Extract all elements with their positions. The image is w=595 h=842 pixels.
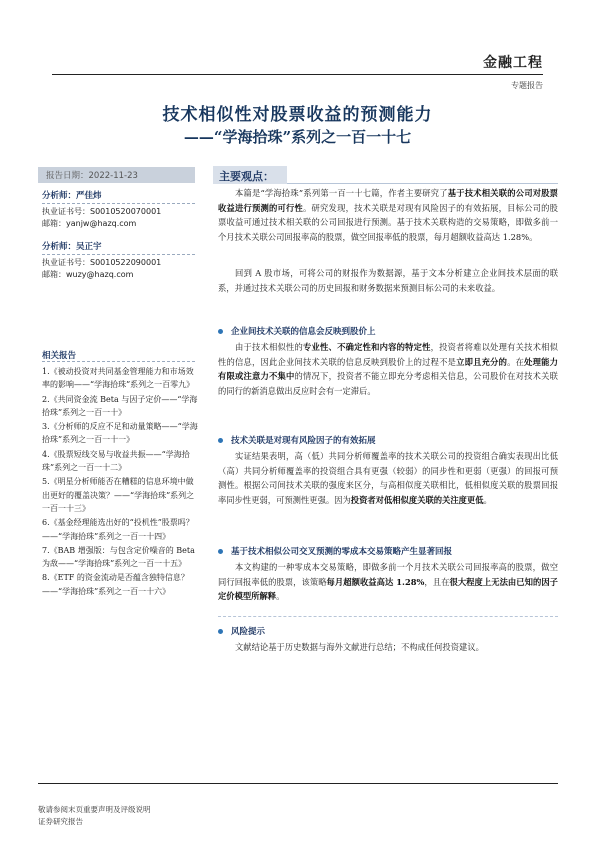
related-heading: 相关报告 xyxy=(42,349,195,362)
footer-rule xyxy=(38,783,558,784)
section-paragraph: 实证结果表明，高（低）共同分析师覆盖率的技术关联公司的投资组合确实表现出比低（高）共同分析师覆盖率的投资组合具有更强（较弱）的同步性和更弱（更强）的回报可预测性。根据公司间技术关联的强度来区分，与高相似度关联相比，低相似度关联的股票回报率同步性更弱，可预测性更强。因为投资者对低相似度关联的关注度更低。 xyxy=(218,451,558,505)
section-paragraph: 文献结论基于历史数据与海外文献进行总结；不构成任何投资建议。 xyxy=(235,642,484,652)
section-heading: 风险提示 xyxy=(218,625,558,637)
report-title: 技术相似性对股票收益的预测能力 xyxy=(162,105,433,125)
intro-paragraph: 本篇是“学海拾珠”系列第一百一十七篇，作者主要研究了基于技术相关联的公司对股票收益进行预测的可行性。研究发现，技术关联是对现有风险因子的有效拓展，目标公司的股票收益可通过技术相关联的公司回报进行预测。基于技术关联构造的交易策略，即做多前一个月技术关联公司回报率高的股票，做空回报率低的股票，每月超额收益高达 1.28%。 xyxy=(218,188,558,242)
related-item[interactable]: 1.《被动投资对共同基金管理能力和市场效率的影响——“学海拾珠”系列之一百零九》 xyxy=(42,367,195,390)
related-item[interactable]: 8.《ETF 的资金流动是否蕴含独特信息？——“学海拾珠”系列之一百一十六》 xyxy=(42,573,189,596)
related-item[interactable]: 5.《明星分析师能否在糟糕的信息环境中做出更好的覆盖决策？——“学海拾珠”系列之一百一十三》 xyxy=(42,477,195,513)
header-title: 金融工程 xyxy=(483,55,543,71)
section-paragraph: 本文构建的一种零成本交易策略，即做多前一个月技术关联公司回报率高的股票，做空同行回报率低的股票，该策略每月超额收益高达 1.28%，且在很大程度上无法由已知的因子定价模型所解释。 xyxy=(218,562,558,601)
bullet-icon xyxy=(218,329,223,334)
related-item[interactable]: 4.《股票短线交易与收益共振——“学海拾珠”系列之一百一十二》 xyxy=(42,449,190,473)
analyst-cert: 执业证书号：S0010522090001 xyxy=(42,257,162,267)
footer-disclaimer[interactable]: 敬请参阅末页重要声明及评级说明 xyxy=(38,805,151,814)
report-subtitle: ——“学海拾珠”系列之一百一十七 xyxy=(183,128,412,146)
analyst-cert: 执业证书号：S0010520070001 xyxy=(42,206,162,216)
section-heading: 技术关联是对现有风险因子的有效拓展 xyxy=(218,434,558,446)
analyst-2 xyxy=(42,241,195,282)
report-date: 报告日期：2022-11-23 xyxy=(38,167,195,183)
related-item[interactable]: 2.《共同资金流 Beta 与因子定价——“学海拾珠”系列之一百一十》 xyxy=(42,394,198,417)
views-label: 主要观点： xyxy=(213,166,287,184)
footer-type: 证券研究报告 xyxy=(38,817,83,826)
header-rule xyxy=(52,74,543,75)
related-item[interactable]: 3.《分析师的反应不足和动量策略——“学海拾珠”系列之一百一十一》 xyxy=(42,422,198,445)
analyst-role: 分析师：严佳炜 xyxy=(42,190,195,204)
header-subtitle: 专题报告 xyxy=(511,81,543,90)
intro-paragraph-2: 回到 A 股市场，可将公司的财报作为数据源，基于文本分析建立企业间技术层面的联系，并通过技术关联公司的历史回报和财务数据来预测目标公司的未来收益。 xyxy=(218,268,558,293)
bullet-icon xyxy=(218,629,223,634)
related-item[interactable]: 7.《BAB 增强版：与包含定价噪音的 Beta 为敌——“学海拾珠”系列之一百一十五》 xyxy=(42,545,195,569)
related-list xyxy=(42,365,200,599)
analyst-email: 邮箱：yanjw@hazq.com xyxy=(42,219,137,228)
analyst-role: 分析师：吴正宇 xyxy=(42,241,195,255)
analyst-email: 邮箱：wuzy@hazq.com xyxy=(42,270,134,279)
bullet-icon xyxy=(218,438,223,443)
section-paragraph: 由于技术相似性的专业性、不确定性和内容的特定性，投资者将难以处理有关技术相似性的信息，因此企业间技术关联的信息反映到股价上的过程不是立即且充分的。在处理能力有限或注意力不集中的情况下，投资者不能立即充分考虑相关信息，公司股价在对技术关联的同行的新消息做出反应时会有一定滞后。 xyxy=(218,342,558,396)
risk-divider xyxy=(218,616,558,617)
bullet-icon xyxy=(218,549,223,554)
analyst-1 xyxy=(42,190,195,231)
related-item[interactable]: 6.《基金经理能选出好的“投机性”股票吗？——“学海拾珠”系列之一百一十四》 xyxy=(42,518,194,541)
views-bar xyxy=(213,166,558,184)
section-heading: 企业间技术关联的信息会反映到股价上 xyxy=(218,325,558,337)
section-heading: 基于技术相似公司交叉预测的零成本交易策略产生显著回报 xyxy=(218,545,558,557)
